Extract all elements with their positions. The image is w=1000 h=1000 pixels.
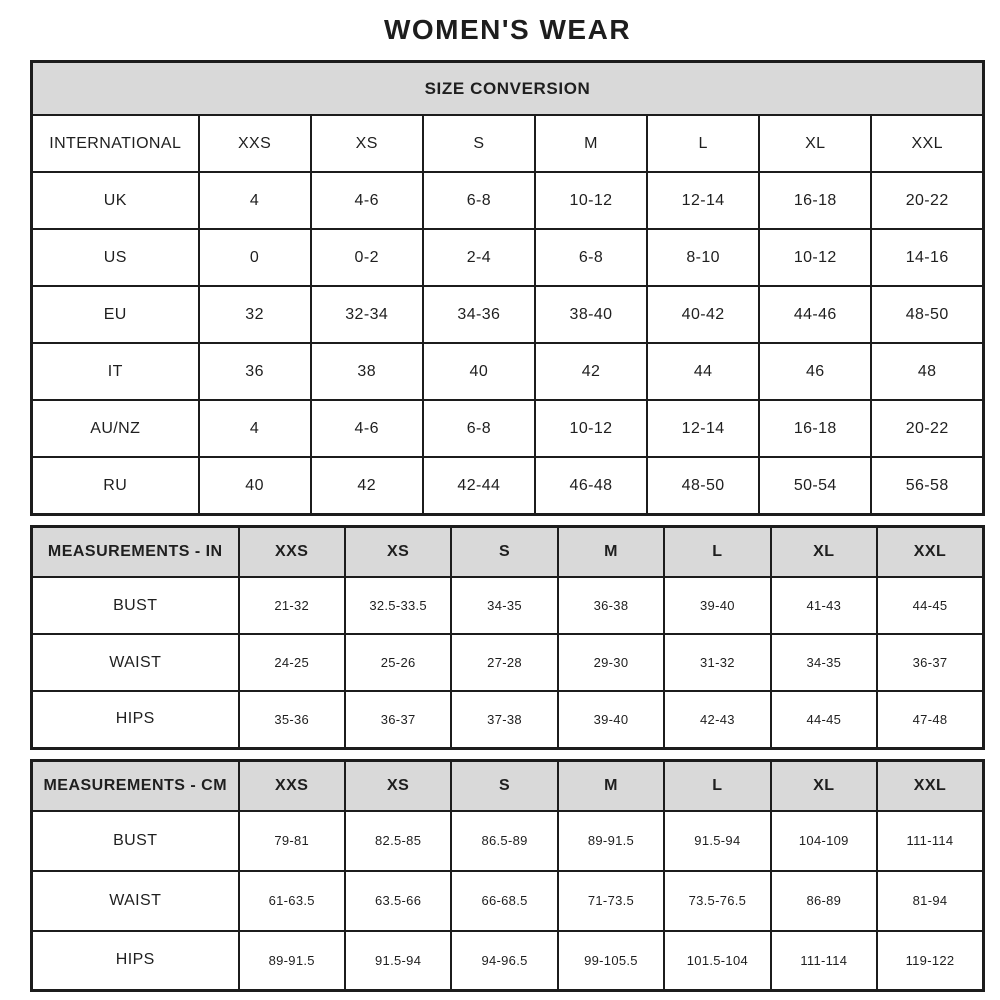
- cell-value: 46: [759, 343, 871, 400]
- cell-value: 20-22: [871, 172, 983, 229]
- cell-value: 42: [535, 343, 647, 400]
- table-row: [32, 457, 984, 515]
- cell-value: 86.5-89: [451, 811, 557, 871]
- cell-value: 42-44: [423, 457, 535, 515]
- cell-value: 37-38: [451, 691, 557, 748]
- measurements-cm-column-header-1: XXS: [239, 760, 345, 811]
- measurements-cm-header-row: [32, 760, 984, 811]
- size-conversion-body: [32, 172, 984, 515]
- cell-value: 40-42: [647, 286, 759, 343]
- size-column-header-0: INTERNATIONAL: [32, 115, 199, 172]
- table-row: [32, 172, 984, 229]
- cell-value: 16-18: [759, 172, 871, 229]
- cell-value: 36-37: [345, 691, 451, 748]
- cell-value: 89-91.5: [239, 931, 345, 991]
- cell-value: 14-16: [871, 229, 983, 286]
- cell-value: 101.5-104: [664, 931, 770, 991]
- table-row: [32, 931, 984, 991]
- cell-value: 0: [199, 229, 311, 286]
- row-label: IT: [32, 343, 199, 400]
- size-column-header-7: XXL: [871, 115, 983, 172]
- row-label: BUST: [32, 811, 239, 871]
- cell-value: 4: [199, 400, 311, 457]
- cell-value: 99-105.5: [558, 931, 664, 991]
- table-row: [32, 691, 984, 748]
- size-column-header-6: XL: [759, 115, 871, 172]
- cell-value: 12-14: [647, 172, 759, 229]
- row-label: WAIST: [32, 871, 239, 931]
- cell-value: 0-2: [311, 229, 423, 286]
- size-conversion-columns-row: [32, 115, 984, 172]
- cell-value: 39-40: [558, 691, 664, 748]
- cell-value: 2-4: [423, 229, 535, 286]
- cell-value: 10-12: [535, 400, 647, 457]
- cell-value: 36: [199, 343, 311, 400]
- cell-value: 10-12: [535, 172, 647, 229]
- table-row: [32, 229, 984, 286]
- cell-value: 4: [199, 172, 311, 229]
- cell-value: 94-96.5: [451, 931, 557, 991]
- cell-value: 34-35: [771, 634, 877, 691]
- cell-value: 40: [199, 457, 311, 515]
- cell-value: 41-43: [771, 577, 877, 634]
- table-row: [32, 286, 984, 343]
- measurements-cm-column-header-5: L: [664, 760, 770, 811]
- cell-value: 44-45: [771, 691, 877, 748]
- page-title: WOMEN'S WEAR: [383, 14, 632, 45]
- table-row: [32, 634, 984, 691]
- measurements-in-column-header-0: MEASUREMENTS - IN: [32, 527, 239, 578]
- row-label: BUST: [32, 577, 239, 634]
- measurements-in-column-header-1: XXS: [239, 527, 345, 578]
- measurements-cm-column-header-4: M: [558, 760, 664, 811]
- cell-value: 25-26: [345, 634, 451, 691]
- cell-value: 71-73.5: [558, 871, 664, 931]
- cell-value: 56-58: [871, 457, 983, 515]
- table-row: [32, 343, 984, 400]
- cell-value: 12-14: [647, 400, 759, 457]
- cell-value: 63.5-66: [345, 871, 451, 931]
- measurements-in-column-header-2: XS: [345, 527, 451, 578]
- cell-value: 29-30: [558, 634, 664, 691]
- cell-value: 104-109: [771, 811, 877, 871]
- cell-value: 91.5-94: [664, 811, 770, 871]
- row-label: RU: [32, 457, 199, 515]
- cell-value: 36-38: [558, 577, 664, 634]
- cell-value: 44-46: [759, 286, 871, 343]
- measurements-cm-column-header-0: MEASUREMENTS - CM: [32, 760, 239, 811]
- cell-value: 32-34: [311, 286, 423, 343]
- cell-value: 48-50: [647, 457, 759, 515]
- cell-value: 6-8: [423, 172, 535, 229]
- measurements-in-column-header-6: XL: [771, 527, 877, 578]
- cell-value: 48-50: [871, 286, 983, 343]
- cell-value: 16-18: [759, 400, 871, 457]
- measurements-cm-column-header-6: XL: [771, 760, 877, 811]
- row-label: UK: [32, 172, 199, 229]
- cell-value: 34-35: [451, 577, 557, 634]
- row-label: US: [32, 229, 199, 286]
- cell-value: 8-10: [647, 229, 759, 286]
- measurements-cm-table: [30, 759, 985, 993]
- cell-value: 44-45: [877, 577, 983, 634]
- measurements-in-column-header-5: L: [664, 527, 770, 578]
- cell-value: 119-122: [877, 931, 983, 991]
- cell-value: 32: [199, 286, 311, 343]
- row-label: HIPS: [32, 691, 239, 748]
- cell-value: 6-8: [535, 229, 647, 286]
- cell-value: 111-114: [877, 811, 983, 871]
- measurements-in-column-header-7: XXL: [877, 527, 983, 578]
- measurements-in-header-row: [32, 527, 984, 578]
- table-row: [32, 400, 984, 457]
- measurements-in-body: [32, 577, 984, 748]
- measurements-in-table: [30, 525, 985, 750]
- cell-value: 27-28: [451, 634, 557, 691]
- table-row: [32, 811, 984, 871]
- size-conversion-header: SIZE CONVERSION: [32, 62, 984, 116]
- table-row: [32, 577, 984, 634]
- measurements-cm-column-header-3: S: [451, 760, 557, 811]
- cell-value: 4-6: [311, 400, 423, 457]
- cell-value: 10-12: [759, 229, 871, 286]
- size-conversion-header-row: [32, 62, 984, 116]
- cell-value: 81-94: [877, 871, 983, 931]
- page: [30, 0, 985, 992]
- cell-value: 34-36: [423, 286, 535, 343]
- cell-value: 47-48: [877, 691, 983, 748]
- cell-value: 42-43: [664, 691, 770, 748]
- cell-value: 48: [871, 343, 983, 400]
- size-conversion-table: [30, 60, 985, 516]
- cell-value: 4-6: [311, 172, 423, 229]
- cell-value: 82.5-85: [345, 811, 451, 871]
- cell-value: 73.5-76.5: [664, 871, 770, 931]
- size-column-header-1: XXS: [199, 115, 311, 172]
- cell-value: 44: [647, 343, 759, 400]
- cell-value: 38: [311, 343, 423, 400]
- cell-value: 24-25: [239, 634, 345, 691]
- cell-value: 66-68.5: [451, 871, 557, 931]
- table-row: [32, 871, 984, 931]
- cell-value: 40: [423, 343, 535, 400]
- cell-value: 20-22: [871, 400, 983, 457]
- row-label: EU: [32, 286, 199, 343]
- cell-value: 38-40: [535, 286, 647, 343]
- measurements-cm-body: [32, 811, 984, 991]
- measurements-in-column-header-3: S: [451, 527, 557, 578]
- size-column-header-3: S: [423, 115, 535, 172]
- row-label: AU/NZ: [32, 400, 199, 457]
- measurements-in-column-header-4: M: [558, 527, 664, 578]
- cell-value: 21-32: [239, 577, 345, 634]
- measurements-cm-column-header-2: XS: [345, 760, 451, 811]
- cell-value: 6-8: [423, 400, 535, 457]
- cell-value: 61-63.5: [239, 871, 345, 931]
- cell-value: 39-40: [664, 577, 770, 634]
- cell-value: 79-81: [239, 811, 345, 871]
- row-label: WAIST: [32, 634, 239, 691]
- cell-value: 111-114: [771, 931, 877, 991]
- cell-value: 35-36: [239, 691, 345, 748]
- row-label: HIPS: [32, 931, 239, 991]
- cell-value: 86-89: [771, 871, 877, 931]
- cell-value: 50-54: [759, 457, 871, 515]
- size-column-header-2: XS: [311, 115, 423, 172]
- size-column-header-4: M: [535, 115, 647, 172]
- cell-value: 42: [311, 457, 423, 515]
- cell-value: 89-91.5: [558, 811, 664, 871]
- cell-value: 46-48: [535, 457, 647, 515]
- size-column-header-5: L: [647, 115, 759, 172]
- measurements-cm-column-header-7: XXL: [877, 760, 983, 811]
- cell-value: 32.5-33.5: [345, 577, 451, 634]
- cell-value: 31-32: [664, 634, 770, 691]
- cell-value: 36-37: [877, 634, 983, 691]
- cell-value: 91.5-94: [345, 931, 451, 991]
